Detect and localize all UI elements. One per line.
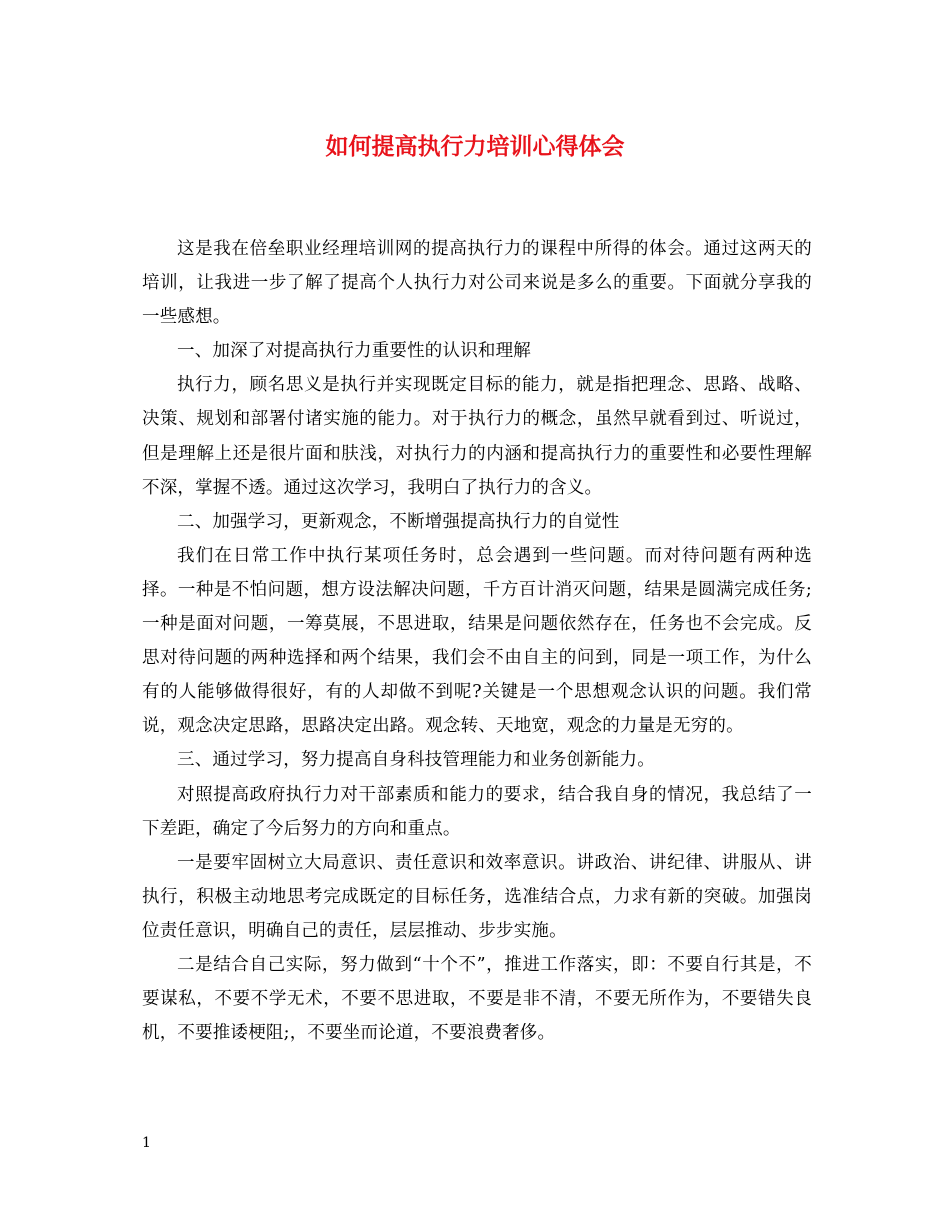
section-heading-1: 一、加深了对提高执行力重要性的认识和理解	[177, 341, 531, 362]
paragraph-intro: 这是我在倍垒职业经理培训网的提高执行力的课程中所得的体会。通过这两天的培训，让我进一步了解了提高个人执行力对公司来说是多么的重要。下面就分享我的一些感想。	[142, 239, 812, 328]
document-body	[142, 232, 812, 1050]
paragraph-point-two: 二是结合自己实际，努力做到“十个不”，推进工作落实，即：不要自行其是，不要谋私，不要不学无术，不要不思进取，不要是非不清，不要无所作为，不要错失良机，不要推诿梗阻;，不要坐而论道，不要浪费奢侈。	[142, 954, 812, 1044]
section-heading-3: 三、通过学习，努力提高自身科技管理能力和业务创新能力。	[177, 750, 655, 771]
section-heading-2: 二、加强学习，更新观念，不断增强提高执行力的自觉性	[177, 511, 620, 532]
paragraph-definition: 执行力，顾名思义是执行并实现既定目标的能力，就是指把理念、思路、战略、决策、规划和部署付诸实施的能力。对于执行力的概念，虽然早就看到过、听说过，但是理解上还是很片面和肤浅，对执行力的内涵和提高执行力的重要性和必要性理解不深，掌握不透。通过这次学习，我明白了执行力的含义。	[142, 375, 812, 498]
document-title: 如何提高执行力培训心得体会	[325, 133, 625, 160]
page-number: 1	[142, 1135, 151, 1151]
paragraph-point-one: 一是要牢固树立大局意识、责任意识和效率意识。讲政治、讲纪律、讲服从、讲执行，积极主动地思考完成既定的目标任务，选准结合点，力求有新的突破。加强岗位责任意识，明确自己的责任，层层推动、步步实施。	[142, 852, 812, 941]
paragraph-gap: 对照提高政府执行力对干部素质和能力的要求，结合我自身的情况，我总结了一下差距，确定了今后努力的方向和重点。	[142, 784, 812, 839]
paragraph-problems: 我们在日常工作中执行某项任务时，总会遇到一些问题。而对待问题有两种选择。一种是不怕问题，想方设法解决问题，千方百计消灭问题，结果是圆满完成任务;一种是面对问题，一筹莫展，不思进取，结果是问题依然存在，任务也不会完成。反思对待问题的两种选择和两个结果，我们会不由自主的问到，同是一项工作，为什么有的人能够做得很好，有的人却做不到呢?关键是一个思想观念认识的问题。我们常说，观念决定思路，思路决定出路。观念转、天地宽，观念的力量是无穷的。	[142, 545, 812, 737]
